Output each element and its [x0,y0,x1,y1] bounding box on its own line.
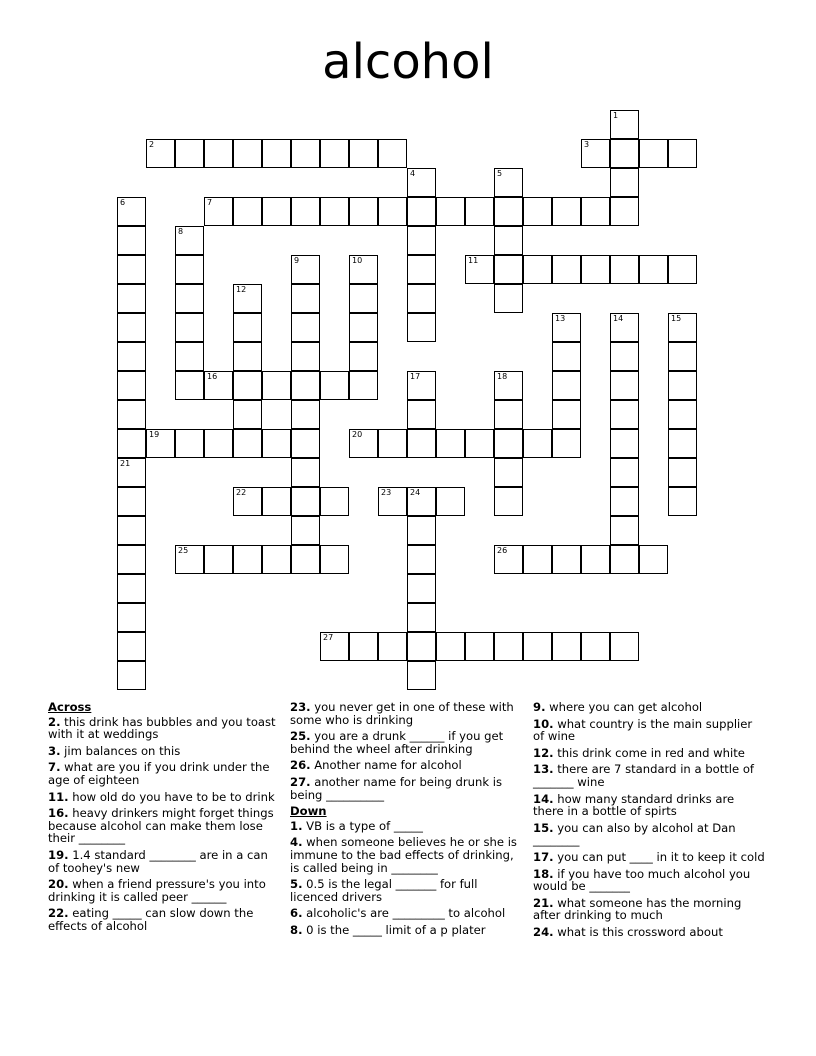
grid-cell[interactable] [117,400,146,429]
clue-number: 6 [120,198,126,207]
clue-item-text: this drink has bubbles and you toast with it at weddings [48,714,276,742]
clue-number: 10 [352,256,363,265]
grid-cell[interactable] [407,313,436,342]
grid-cell[interactable] [407,371,436,400]
grid-cell[interactable] [117,574,146,603]
grid-cell[interactable] [291,487,320,516]
grid-cell[interactable] [436,487,465,516]
clue-item [533,718,765,743]
grid-cell[interactable] [407,661,436,690]
grid-cell[interactable] [552,632,581,661]
clue-number: 20 [352,430,363,439]
grid-cell[interactable] [175,284,204,313]
clue-item-number: 10. [533,716,554,731]
grid-cell[interactable] [465,632,494,661]
grid-cell[interactable] [552,371,581,400]
grid-cell[interactable] [349,197,378,226]
clue-item-number: 27. [290,774,311,789]
grid-cell[interactable] [668,313,697,342]
clue-item-text: jim balances on this [60,743,181,758]
grid-cell[interactable] [378,632,407,661]
page-title: alcohol [322,34,494,90]
grid-cell[interactable] [117,371,146,400]
grid-cell[interactable] [610,429,639,458]
grid-cell[interactable] [117,429,146,458]
clue-item [48,761,280,786]
grid-cell[interactable] [639,139,668,168]
grid-cell[interactable] [581,255,610,284]
grid-cell[interactable] [407,574,436,603]
clue-item-number: 9. [533,700,546,714]
grid-cell[interactable] [668,458,697,487]
grid-cell[interactable] [233,429,262,458]
grid-cell[interactable] [117,226,146,255]
grid-cell[interactable] [378,139,407,168]
clue-item [533,822,765,847]
grid-cell[interactable] [668,400,697,429]
grid-cell[interactable] [262,429,291,458]
grid-cell[interactable] [117,661,146,690]
grid-cell[interactable] [436,632,465,661]
grid-cell[interactable] [320,487,349,516]
clue-item [290,776,522,801]
grid-cell[interactable] [378,487,407,516]
grid-cell[interactable] [494,545,523,574]
clue-item-number: 3. [48,743,61,758]
grid-cell[interactable] [523,255,552,284]
clue-item-number: 7. [48,760,61,775]
grid-cell[interactable] [668,139,697,168]
grid-cell[interactable] [349,429,378,458]
grid-cell[interactable] [610,632,639,661]
clue-number: 25 [178,546,189,555]
grid-cell[interactable] [494,400,523,429]
grid-cell[interactable] [233,139,262,168]
grid-cell[interactable] [581,197,610,226]
clue-number: 24 [410,488,421,497]
clue-item [533,868,765,893]
grid-cell[interactable] [117,458,146,487]
grid-cell[interactable] [117,516,146,545]
grid-cell[interactable] [407,197,436,226]
clue-item-number: 8. [290,922,303,937]
clue-item [533,701,765,714]
grid-cell[interactable] [610,197,639,226]
grid-cell[interactable] [320,197,349,226]
clue-number: 21 [120,459,131,468]
clue-item [48,849,280,874]
grid-cell[interactable] [552,197,581,226]
grid-cell[interactable] [610,110,639,139]
grid-cell[interactable] [581,632,610,661]
clue-item-number: 17. [533,849,554,864]
grid-cell[interactable] [610,342,639,371]
grid-cell[interactable] [291,313,320,342]
grid-cell[interactable] [291,545,320,574]
clue-item-number: 15. [533,820,554,835]
grid-cell[interactable] [233,487,262,516]
grid-cell[interactable] [407,168,436,197]
grid-cell[interactable] [610,400,639,429]
clue-item-text: what is this crossword about [553,924,723,939]
grid-cell[interactable] [552,545,581,574]
grid-cell[interactable] [291,284,320,313]
clue-item-text: another name for being drunk is being __________ [290,774,503,802]
clue-number: 16 [207,372,218,381]
grid-cell[interactable] [117,545,146,574]
grid-cell[interactable] [320,632,349,661]
grid-cell[interactable] [436,197,465,226]
clue-item-number: 22. [48,906,69,921]
clue-item-text: heavy drinkers might forget things because alcohol can make them lose their ________ [48,806,274,846]
clue-item [290,759,522,772]
grid-cell[interactable] [117,632,146,661]
clue-item-text: when a friend pressure's you into drinking it is called peer ______ [48,877,266,904]
clue-item [48,791,280,804]
clue-item-number: 16. [48,806,69,821]
grid-cell[interactable] [465,197,494,226]
grid-cell[interactable] [407,429,436,458]
clue-item-number: 14. [533,791,554,806]
grid-cell[interactable] [233,284,262,313]
grid-cell[interactable] [117,197,146,226]
grid-cell[interactable] [175,139,204,168]
grid-cell[interactable] [291,139,320,168]
clue-item-text: if you have too much alcohol you would be _______ [533,866,751,894]
clue-number: 1 [613,111,619,120]
grid-cell[interactable] [610,371,639,400]
clue-number: 11 [468,256,479,265]
clue-item-text: what are you if you drink under the age of eighteen [48,760,270,787]
across-header: Across [48,700,92,714]
grid-cell[interactable] [320,545,349,574]
grid-cell[interactable] [552,429,581,458]
grid-cell[interactable] [552,255,581,284]
grid-cell[interactable] [146,139,175,168]
grid-cell[interactable] [117,284,146,313]
clue-item-number: 20. [48,877,69,892]
grid-cell[interactable] [204,197,233,226]
grid-cell[interactable] [117,487,146,516]
grid-cell[interactable] [407,632,436,661]
grid-cell[interactable] [233,400,262,429]
grid-cell[interactable] [610,516,639,545]
clue-item-text: what someone has the morning after drinking to much [533,895,742,923]
grid-cell[interactable] [349,313,378,342]
grid-cell[interactable] [291,429,320,458]
clue-item [290,820,522,833]
clue-item [48,745,280,758]
grid-cell[interactable] [233,313,262,342]
grid-cell[interactable] [407,603,436,632]
grid-cell[interactable] [407,487,436,516]
grid-cell[interactable] [407,226,436,255]
clue-item [290,836,522,874]
clue-number: 23 [381,488,392,497]
grid-cell[interactable] [378,197,407,226]
clue-item [290,924,522,937]
clue-item [533,851,765,864]
grid-cell[interactable] [610,255,639,284]
grid-cell[interactable] [233,197,262,226]
grid-cell[interactable] [378,429,407,458]
clue-item-number: 21. [533,895,554,910]
clue-item-number: 12. [533,745,554,760]
clue-item-text: 1.4 standard ________ are in a can of toohey's new [48,847,268,875]
grid-cell[interactable] [262,487,291,516]
clue-item-number: 25. [290,729,311,744]
clue-item-text: there are 7 standard in a bottle of _______ wine [533,762,754,789]
grid-cell[interactable] [291,255,320,284]
grid-cell[interactable] [291,458,320,487]
grid-cell[interactable] [494,429,523,458]
clue-item [290,878,522,903]
clue-item [48,907,280,932]
grid-cell[interactable] [494,226,523,255]
clue-number: 26 [497,546,508,555]
grid-cell[interactable] [407,545,436,574]
clue-number: 17 [410,372,421,381]
clue-item-text: this drink come in red and white [553,745,745,760]
grid-cell[interactable] [581,545,610,574]
grid-cell[interactable] [407,255,436,284]
grid-cell[interactable] [204,429,233,458]
clue-number: 27 [323,633,334,642]
grid-cell[interactable] [407,284,436,313]
grid-cell[interactable] [349,284,378,313]
grid-cell[interactable] [233,342,262,371]
grid-cell[interactable] [668,429,697,458]
clue-item-text: VB is a type of _____ [302,818,423,833]
clue-item-text: how many standard drinks are there in a bottle of spirts [533,791,735,819]
clue-item-number: 24. [533,924,554,939]
down-header: Down [290,804,327,819]
grid-cell[interactable] [639,545,668,574]
clue-number: 15 [671,314,682,323]
grid-cell[interactable] [262,371,291,400]
clue-item-number: 11. [48,789,69,804]
grid-cell[interactable] [349,255,378,284]
grid-cell[interactable] [291,516,320,545]
grid-cell[interactable] [668,487,697,516]
grid-cell[interactable] [610,313,639,342]
grid-cell[interactable] [494,458,523,487]
grid-cell[interactable] [204,371,233,400]
grid-cell[interactable] [175,255,204,284]
clue-item [533,747,765,760]
grid-cell[interactable] [117,313,146,342]
grid-cell[interactable] [494,632,523,661]
grid-cell[interactable] [639,255,668,284]
clue-item-number: 18. [533,866,554,881]
clue-item-number: 1. [290,818,303,833]
grid-cell[interactable] [117,342,146,371]
clue-item-number: 19. [48,847,69,862]
clue-item-text: you never get in one of these with some who is drinking [290,700,514,727]
clue-item-text: 0 is the _____ limit of a p plater [302,922,486,937]
grid-cell[interactable] [494,168,523,197]
clue-item-number: 26. [290,758,311,773]
clue-item [533,763,765,788]
grid-cell[interactable] [610,168,639,197]
clue-item-number: 2. [48,714,61,729]
clue-number: 8 [178,227,184,236]
grid-cell[interactable] [349,632,378,661]
grid-cell[interactable] [610,487,639,516]
grid-cell[interactable] [494,371,523,400]
grid-cell[interactable] [175,342,204,371]
clue-item-text: how old do you have to be to drink [68,789,275,804]
grid-cell[interactable] [465,429,494,458]
grid-cell[interactable] [407,516,436,545]
clue-item-text: you are a drunk ______ if you get behind the wheel after drinking [290,729,504,756]
clue-item [290,701,522,726]
grid-cell[interactable] [465,255,494,284]
grid-cell[interactable] [494,487,523,516]
grid-cell[interactable] [552,313,581,342]
clue-number: 12 [236,285,247,294]
grid-cell[interactable] [262,545,291,574]
grid-cell[interactable] [610,545,639,574]
grid-cell[interactable] [407,400,436,429]
clue-item-text: you can put ____ in it to keep it cold [553,849,765,864]
grid-cell[interactable] [175,226,204,255]
clue-item-text: what country is the main supplier of wine [533,716,753,744]
clue-item [290,907,522,920]
clue-item [290,730,522,755]
grid-cell[interactable] [494,284,523,313]
clue-item [48,807,280,845]
grid-cell[interactable] [320,371,349,400]
grid-cell[interactable] [175,371,204,400]
clue-column-2 [290,701,522,941]
grid-cell[interactable] [494,255,523,284]
clue-number: 4 [410,169,416,178]
clue-item-text: Another name for alcohol [310,758,462,773]
grid-cell[interactable] [668,255,697,284]
grid-cell[interactable] [349,139,378,168]
clue-item-number: 4. [290,835,303,850]
grid-cell[interactable] [291,342,320,371]
clue-item-number: 23. [290,700,311,714]
clue-item-text: where you can get alcohol [545,700,703,714]
grid-cell[interactable] [117,255,146,284]
clue-item-text: eating _____ can slow down the effects of alcohol [48,906,254,933]
grid-cell[interactable] [668,342,697,371]
grid-cell[interactable] [204,545,233,574]
grid-cell[interactable] [668,371,697,400]
grid-cell[interactable] [523,197,552,226]
clue-number: 9 [294,256,300,265]
clue-number: 18 [497,372,508,381]
clue-item-number: 6. [290,906,303,921]
grid-cell[interactable] [291,371,320,400]
clue-item-text: you can also by alcohol at Dan ________ [533,820,736,848]
grid-cell[interactable] [523,632,552,661]
clue-item [533,793,765,818]
clue-number: 2 [149,140,155,149]
grid-cell[interactable] [349,342,378,371]
clue-column-3 [533,701,765,943]
grid-cell[interactable] [523,545,552,574]
grid-cell[interactable] [552,342,581,371]
clue-item-number: 13. [533,762,554,777]
clue-number: 19 [149,430,160,439]
clue-number: 5 [497,169,503,178]
clue-number: 14 [613,314,624,323]
grid-cell[interactable] [494,197,523,226]
grid-cell[interactable] [349,371,378,400]
clue-number: 13 [555,314,566,323]
clue-number: 22 [236,488,247,497]
grid-cell[interactable] [204,139,233,168]
grid-cell[interactable] [117,603,146,632]
clue-item-number: 5. [290,877,303,892]
clue-item-text: when someone believes he or she is immune to the bad effects of drinking, is called being in ________ [290,835,517,875]
clue-item-text: 0.5 is the legal _______ for full licenced drivers [290,877,478,904]
grid-cell[interactable] [262,197,291,226]
grid-cell[interactable] [175,313,204,342]
clue-item [48,716,280,741]
clue-item [48,878,280,903]
grid-cell[interactable] [175,545,204,574]
grid-cell[interactable] [262,139,291,168]
clue-number: 3 [584,140,590,149]
grid-cell[interactable] [552,400,581,429]
clue-item [533,897,765,922]
clue-item [533,926,765,939]
grid-cell[interactable] [233,545,262,574]
clue-item-text: alcoholic's are _________ to alcohol [302,906,506,921]
grid-cell[interactable] [175,429,204,458]
grid-cell[interactable] [610,139,639,168]
grid-cell[interactable] [523,429,552,458]
grid-cell[interactable] [581,139,610,168]
grid-cell[interactable] [146,429,175,458]
clue-column-1 [48,701,280,937]
clue-number: 7 [207,198,213,207]
grid-cell[interactable] [291,197,320,226]
grid-cell[interactable] [436,429,465,458]
grid-cell[interactable] [320,139,349,168]
grid-cell[interactable] [610,458,639,487]
grid-cell[interactable] [291,400,320,429]
grid-cell[interactable] [233,371,262,400]
